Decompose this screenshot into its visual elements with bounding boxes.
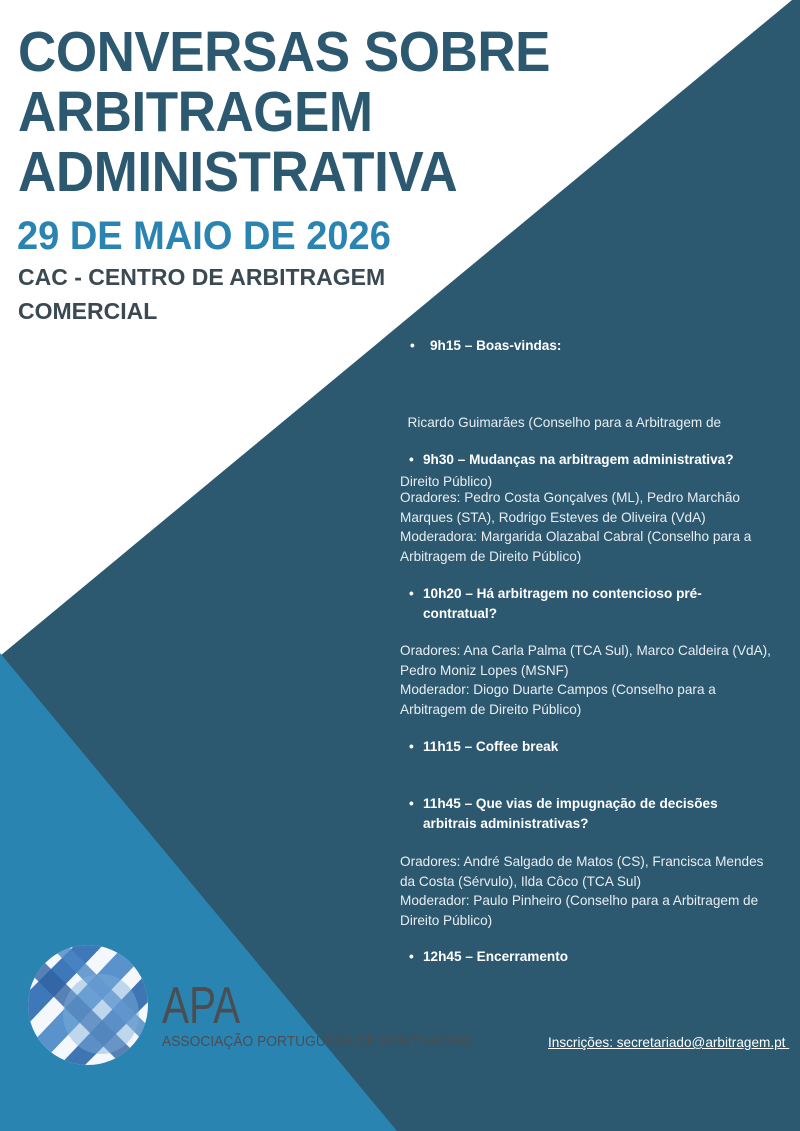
agenda-item-heading xyxy=(410,336,562,356)
venue-line: COMERCIAL xyxy=(18,298,158,324)
detail-line: Ricardo Guimarães (Conselho para a Arbitragem de xyxy=(400,415,722,430)
title-line: CONVERSAS SOBRE xyxy=(18,20,551,84)
bullet: • xyxy=(409,452,414,467)
detail-line: Arbitragem de Direito Público) xyxy=(400,548,582,564)
bullet: • xyxy=(409,796,414,811)
registration-link[interactable]: Inscrições: secretariado@arbitragem.pt xyxy=(548,1035,790,1050)
agenda-item-heading xyxy=(409,794,718,834)
bullet: • xyxy=(409,586,414,601)
title-line: ADMINISTRATIVA xyxy=(18,140,458,204)
detail-line: Pedro Moniz Lopes (MSNF) xyxy=(400,662,569,678)
event-title xyxy=(18,22,550,202)
bullet: • xyxy=(409,949,414,964)
heading-line: 12h45 – Encerramento xyxy=(423,949,569,964)
heading-line: 10h20 – Há arbitragem no contencioso pré- xyxy=(423,586,702,601)
detail-line: Oradores: André Salgado de Matos (CS), Francisca Mendes xyxy=(400,854,764,869)
heading-line: 9h15 – Boas-vindas: xyxy=(430,338,562,353)
detail-line: Direito Público) xyxy=(400,912,493,928)
event-venue xyxy=(18,260,385,328)
agenda-item-heading xyxy=(409,947,569,967)
agenda-item-heading xyxy=(409,584,702,624)
venue-line: CAC - CENTRO DE ARBITRAGEM xyxy=(18,264,386,290)
agenda-item-details xyxy=(400,488,751,566)
detail-line: Moderador: Paulo Pinheiro (Conselho para a Arbitragem de xyxy=(400,893,759,908)
logo-acronym: APA xyxy=(162,977,241,1035)
event-date: 29 DE MAIO DE 2026 xyxy=(17,214,391,258)
detail-line: Moderadora: Margarida Olazabal Cabral (Conselho para a xyxy=(400,529,752,544)
detail-line: Moderador: Diogo Duarte Campos (Conselho para a xyxy=(400,682,716,697)
detail-line: Marques (STA), Rodrigo Esteves de Oliveira (VdA) xyxy=(400,509,706,525)
title-line: ARBITRAGEM xyxy=(18,80,373,144)
agenda-item-heading xyxy=(409,737,559,757)
heading-line: 11h45 – Que vias de impugnação de decisões xyxy=(423,796,718,811)
agenda-item-details xyxy=(400,641,771,719)
logo-name: ASSOCIAÇÃO PORTUGUESA DE ARBITRAGEM xyxy=(162,1033,471,1050)
agenda-item-heading xyxy=(409,450,734,470)
heading-line: contratual? xyxy=(423,606,498,621)
detail-line: Oradores: Pedro Costa Gonçalves (ML), Pedro Marchão xyxy=(400,490,740,505)
bullet: • xyxy=(409,739,414,754)
heading-line: 11h15 – Coffee break xyxy=(423,739,559,754)
agenda-item-details xyxy=(400,852,763,930)
detail-line: da Costa (Sérvulo), Ilda Côco (TCA Sul) xyxy=(400,873,642,889)
heading-line: arbitrais administrativas? xyxy=(423,816,589,831)
detail-line: Oradores: Ana Carla Palma (TCA Sul), Marco Caldeira (VdA), xyxy=(400,643,771,658)
detail-line: Arbitragem de Direito Público) xyxy=(400,701,582,717)
globe-icon xyxy=(26,944,150,1066)
detail-line: Direito Público) xyxy=(400,473,493,489)
heading-line: 9h30 – Mudanças na arbitragem administrativa? xyxy=(423,452,734,467)
bullet: • xyxy=(410,338,415,353)
